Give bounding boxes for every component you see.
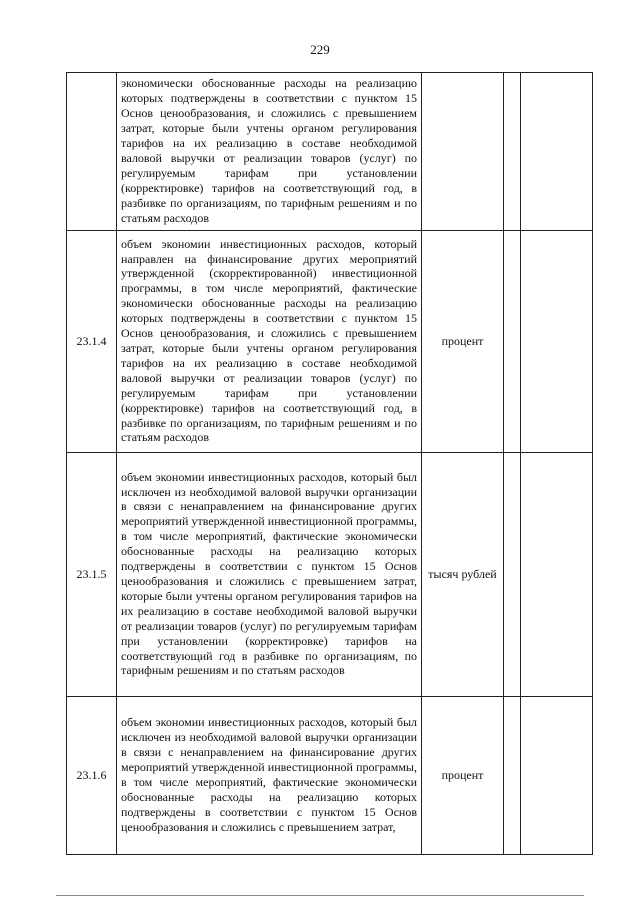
row-unit: тысяч рублей — [422, 453, 504, 697]
row-code: 23.1.6 — [67, 697, 117, 855]
row-code: 23.1.4 — [67, 231, 117, 453]
row-unit — [422, 73, 504, 231]
table-row — [67, 453, 593, 697]
row-description: объем экономии инвестиционных расходов, который был исключен из необходимой валовой выручки организации в связи с ненаправлением на финансирование других мероприятий утвержденной инвестиционной программы, в том числе мероприятий, фактические экономически обоснованные расходы на реализацию которых подтверждены в соответствии с пунктом 15 Основ ценообразования и сложились с превышением затрат, которые были учтены органом регулирования тарифов на их реализацию в составе необходимой валовой выручки от реализации товаров (услуг) по регулируемым тарифам при установлении (корректировке) тарифов на соответствующий год в разбивке по организациям, по тарифным решениям и по статьям расходов — [117, 453, 422, 697]
page-number: 229 — [310, 42, 330, 57]
row-value-cell — [504, 697, 593, 855]
table-row — [67, 697, 593, 855]
row-unit: процент — [422, 231, 504, 453]
indicators-table — [66, 72, 593, 855]
table-row — [67, 231, 593, 453]
row-unit: процент — [422, 697, 504, 855]
row-code: 23.1.5 — [67, 453, 117, 697]
table-row — [67, 73, 593, 231]
scan-edge-line — [56, 895, 584, 896]
row-code — [67, 73, 117, 231]
row-description: объем экономии инвестиционных расходов, который был исключен из необходимой валовой выручки организации в связи с ненаправлением на финансирование других мероприятий утвержденной инвестиционной программы, в том числе мероприятий, фактические экономически обоснованные расходы на реализацию которых подтверждены в соответствии с пунктом 15 Основ ценообразования и сложились с превышением затрат, — [117, 697, 422, 855]
row-value-cell — [504, 453, 593, 697]
row-value-cell — [504, 73, 593, 231]
row-description: экономически обоснованные расходы на реализацию которых подтверждены в соответствии с пунктом 15 Основ ценообразования, и сложились с превышением затрат, которые были учтены органом регулирования тарифов на их реализацию в составе необходимой валовой выручки от реализации товаров (услуг) по регулируемым тарифам при установлении (корректировке) тарифов на соответствующий год, в разбивке по организациям, по тарифным решениям и по статьям расходов — [117, 73, 422, 231]
row-value-cell — [504, 231, 593, 453]
row-description: объем экономии инвестиционных расходов, который направлен на финансирование других мероприятий утвержденной (скорректированной) инвестиционной программы, в том числе мероприятий, фактические экономически обоснованные расходы на реализацию которых подтверждены в соответствии с пунктом 15 Основ ценообразования, и сложились с превышением затрат, которые были учтены органом регулирования тарифов на их реализацию в составе необходимой валовой выручки от реализации товаров (услуг) по регулируемым тарифам при установлении (корректировке) тарифов на соответствующий год, в разбивке по организациям, по тарифным решениям и по статьям расходов — [117, 231, 422, 453]
